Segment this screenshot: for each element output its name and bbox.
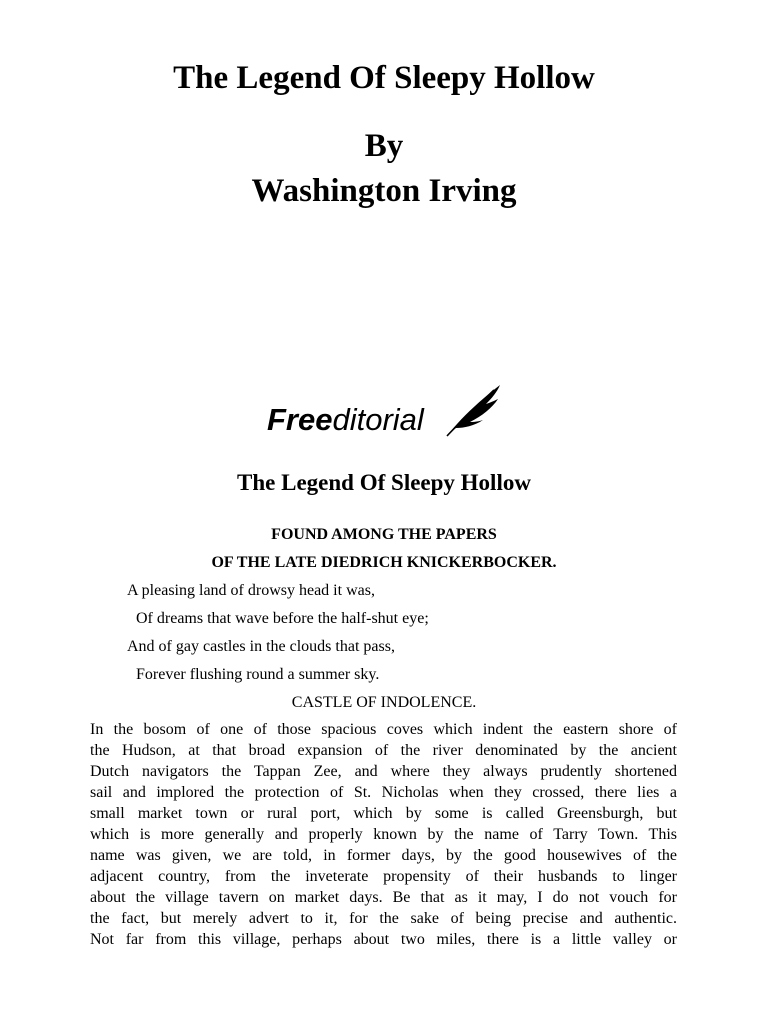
- body-line: about the village tavern on market days. Be that as it may, I do not vouch for: [90, 889, 677, 906]
- body-paragraph: [90, 719, 677, 950]
- verse-line: Of dreams that wave before the half-shut eye;: [136, 610, 429, 627]
- body-line: adjacent country, from the inveterate propensity of their husbands to linger: [90, 868, 677, 885]
- body-line: the fact, but merely advert to it, for the sake of being precise and authentic.: [90, 910, 677, 927]
- verse-line: Forever flushing round a summer sky.: [136, 666, 380, 683]
- body-line: name was given, we are told, in former days, by the good housewives of the: [90, 847, 677, 864]
- body-line: small market town or rural port, which by some is called Greensburgh, but: [90, 805, 677, 822]
- book-title: The Legend Of Sleepy Hollow: [173, 60, 595, 96]
- svg-text:Freeditorial: [267, 402, 425, 437]
- body-line: sail and implored the protection of St. Nicholas when they crossed, there lies a: [90, 784, 677, 801]
- found-heading-line-2: OF THE LATE DIEDRICH KNICKERBOCKER.: [211, 554, 557, 571]
- verse-line: And of gay castles in the clouds that pass,: [127, 638, 395, 655]
- author-name: Washington Irving: [251, 173, 517, 209]
- body-line: the Hudson, at that broad expansion of the river denominated by the ancient: [90, 742, 677, 759]
- found-heading-line-1: FOUND AMONG THE PAPERS: [271, 526, 497, 543]
- logo-text-bold: Free: [267, 402, 333, 437]
- by-label: By: [364, 128, 404, 164]
- body-line: Dutch navigators the Tappan Zee, and where they always prudently shortened: [90, 763, 677, 780]
- verse-attribution: CASTLE OF INDOLENCE.: [291, 694, 477, 711]
- section-title: The Legend Of Sleepy Hollow: [237, 470, 531, 495]
- verse-line: A pleasing land of drowsy head it was,: [127, 582, 375, 599]
- body-line: In the bosom of one of those spacious coves which indent the eastern shore of: [90, 721, 677, 738]
- logo-text-italic: ditorial: [332, 402, 424, 437]
- body-line: which is more generally and properly known by the name of Tarry Town. This: [90, 826, 677, 843]
- quill-feather-icon: [447, 385, 500, 436]
- body-line: Not far from this village, perhaps about two miles, there is a little valley or: [90, 931, 677, 948]
- freeditorial-logo: [264, 380, 504, 438]
